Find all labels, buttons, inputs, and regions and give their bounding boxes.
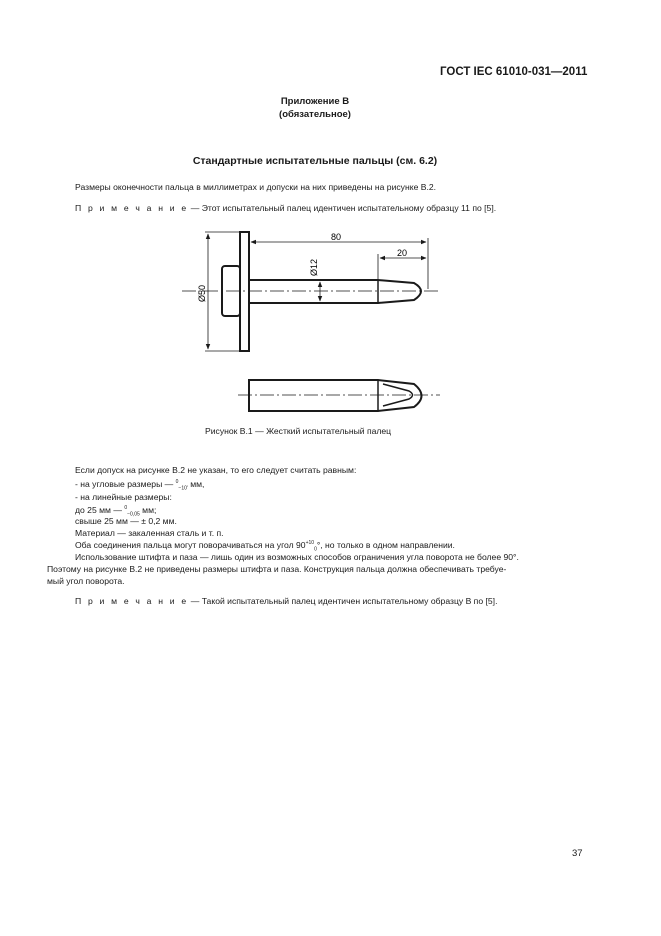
joints-deg: ° bbox=[316, 540, 321, 550]
figure-caption: Рисунок В.1 — Жесткий испытательный палец bbox=[205, 426, 392, 436]
flange-plate bbox=[240, 232, 249, 351]
page-number: 37 bbox=[572, 848, 583, 859]
tolerance-over25: свыше 25 мм — ± 0,2 мм. bbox=[75, 516, 177, 526]
pin-text-line-3: мый угол поворота. bbox=[47, 576, 125, 586]
material-line: Материал — закаленная сталь и т. п. bbox=[75, 528, 224, 538]
note-1-text: — Этот испытательный палец идентичен испытательному образцу 11 по [5]. bbox=[188, 203, 497, 213]
tol-upto25-suffix: мм; bbox=[142, 505, 157, 515]
joints-sub: 0 bbox=[314, 546, 317, 553]
tol-angular-prefix: - на угловые размеры — bbox=[75, 479, 174, 489]
pin-text-line-2: Поэтому на рисунке В.2 не приведены размеры штифта и паза. Конструкция пальца должна обеспечивать требуе- bbox=[47, 564, 507, 574]
tolerance-linear: - на линейные размеры: bbox=[75, 492, 172, 502]
appendix-status: (обязательное) bbox=[279, 109, 351, 120]
joints-sup: +10 bbox=[305, 540, 315, 547]
tolerance-upto25 bbox=[75, 505, 157, 518]
tol-angular-suffix: мм, bbox=[190, 479, 205, 489]
tol-upto25-prefix: до 25 мм — bbox=[75, 505, 122, 515]
tol-upto25-sup: 0 bbox=[124, 505, 128, 512]
tolerance-intro: Если допуск на рисунке В.2 не указан, то его следует считать равным: bbox=[75, 465, 357, 475]
tol-angular-sup: 0 bbox=[175, 479, 179, 486]
section-title: Стандартные испытательные пальцы (см. 6.2) bbox=[192, 155, 438, 167]
tol-upto25-sub: −0,05 bbox=[127, 511, 140, 518]
joints-suffix: , но только в одном направлении. bbox=[320, 540, 455, 550]
dim-label-length: 80 bbox=[331, 232, 342, 242]
note-1-label: П р и м е ч а н и е bbox=[75, 203, 189, 213]
note-2 bbox=[75, 596, 497, 606]
standard-number: ГОСТ IEC 61010-031—2011 bbox=[440, 66, 588, 78]
finger-body bbox=[249, 280, 421, 303]
dim-label-pin: Ø12 bbox=[309, 258, 319, 276]
dim-label-flange: Ø50 bbox=[197, 284, 207, 302]
top-view bbox=[238, 380, 440, 411]
dim-label-tip: 20 bbox=[397, 248, 408, 258]
tol-angular-sub: −10′ bbox=[178, 485, 188, 492]
joints-line bbox=[75, 540, 455, 553]
tolerance-angular bbox=[75, 479, 205, 492]
finger-top-body bbox=[249, 380, 422, 411]
joints-prefix: Оба соединения пальца могут поворачиваться на угол 90 bbox=[75, 540, 306, 550]
pin-text-line-1: Использование штифта и паза — лишь один из возможных способов ограничения угла поворота не более 90°. bbox=[75, 552, 519, 562]
appendix-title: Приложение В bbox=[280, 96, 350, 107]
note-2-label: П р и м е ч а н и е bbox=[75, 596, 189, 606]
intro-paragraph: Размеры оконечности пальца в миллиметрах и допуски на них приведены на рисунке В.2. bbox=[75, 182, 437, 192]
note-2-text: — Такой испытательный палец идентичен испытательному образцу В по [5]. bbox=[188, 596, 498, 606]
